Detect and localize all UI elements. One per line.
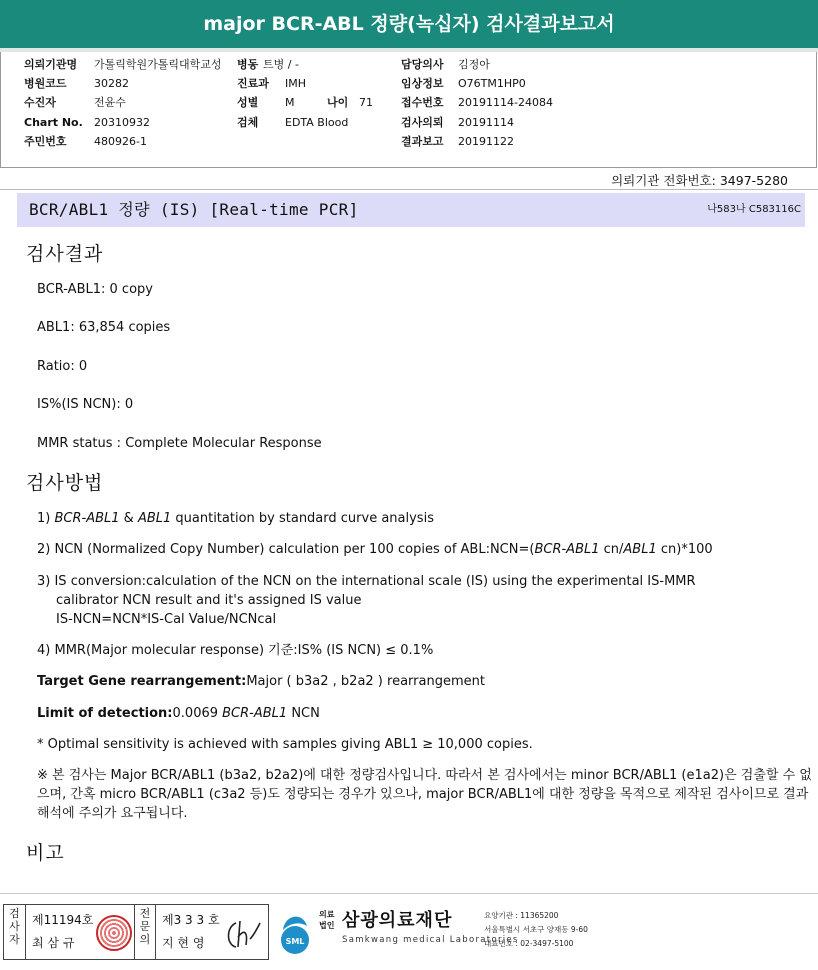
sml-logo-icon xyxy=(275,906,315,956)
examiner-name: 최 삼 규 xyxy=(32,936,75,950)
org-prefix: 의료 법인 xyxy=(319,910,335,930)
target-gene: Target Gene rearrangement:Major ( b3a2 , b2a2 ) rearrangement xyxy=(37,674,485,689)
result-line: Ratio: 0 xyxy=(37,359,88,374)
specialist-number: 제3 3 3 호 xyxy=(162,913,220,927)
info-row: 병원코드 30282 xyxy=(24,77,129,90)
divider xyxy=(0,189,818,190)
result-line: ABL1: 63,854 copies xyxy=(37,320,171,335)
limit-of-detection: Limit of detection:0.0069 BCR-ABL1 NCN xyxy=(37,706,320,721)
info-row: 검사의뢰 20191114 xyxy=(401,116,514,129)
result-line: BCR-ABL1: 0 copy xyxy=(37,282,153,297)
info-row: 담당의사 김정아 xyxy=(401,58,490,71)
info-row: 성별 M xyxy=(237,96,295,109)
info-row: 임상정보 O76TM1HP0 xyxy=(401,77,526,90)
result-line: MMR status : Complete Molecular Response xyxy=(37,436,322,451)
org-name: 삼광의료재단 xyxy=(342,910,453,931)
remarks-heading: 비고 xyxy=(26,842,65,864)
sensitivity-note: * Optimal sensitivity is achieved with samples giving ABL1 ≥ 10,000 copies. xyxy=(37,737,533,752)
info-row-age: 나이 71 xyxy=(327,96,373,109)
requester-phone: 의뢰기관 전화번호: 3497-5280 xyxy=(611,173,788,188)
test-name: BCR/ABL1 정량 (IS) [Real-time PCR] xyxy=(29,200,359,219)
test-code: 나583나 C583116C xyxy=(707,204,801,215)
info-row: 주민번호 480926-1 xyxy=(24,135,147,148)
info-row: Chart No. 20310932 xyxy=(24,116,150,129)
org-english-name: Samkwang medical Laboratories xyxy=(342,935,519,945)
examiner-number: 제11194호 xyxy=(32,913,94,927)
org-code: 요양기관 : 11365200 xyxy=(484,911,559,920)
examiner-seal xyxy=(96,915,132,951)
method-item-3: 3) IS conversion:calculation of the NCN on the international scale (IS) using the experimental IS-MMR calibrator NCN result and it's assigned IS value IS-NCN=NCN*IS-Cal Value/NCNcal xyxy=(37,574,696,627)
specialist-name: 지 현 영 xyxy=(162,936,205,950)
logo-text: SML xyxy=(285,937,305,946)
signature-icon xyxy=(222,913,262,953)
result-line: IS%(IS NCN): 0 xyxy=(37,397,134,412)
info-row: 진료과 IMH xyxy=(237,77,307,90)
method-item-4: 4) MMR(Major molecular response) 기준:IS% (IS NCN) ≤ 0.1% xyxy=(37,643,434,658)
org-tel: 대표번호 : 02-3497-5100 xyxy=(484,939,574,948)
method-item-2: 2) NCN (Normalized Copy Number) calculation per 100 copies of ABL:NCN=(BCR-ABL1 cn/ABL1 cn)*100 xyxy=(37,542,713,557)
info-row: 결과보고 20191122 xyxy=(401,135,514,148)
info-row: 접수번호 20191114-24084 xyxy=(401,96,553,109)
info-row: 수진자 전윤수 xyxy=(24,96,126,109)
specialist-label: 전문의 xyxy=(134,905,156,959)
report-title: major BCR-ABL 정량(녹십자) 검사결과보고서 xyxy=(0,0,818,52)
results-heading: 검사결과 xyxy=(26,243,104,265)
footer-divider xyxy=(0,893,818,894)
method-heading: 검사방법 xyxy=(26,472,104,494)
info-row: 검체 EDTA Blood xyxy=(237,116,349,129)
notice-text: ※ 본 검사는 Major BCR/ABL1 (b3a2, b2a2)에 대한 정량검사입니다. 따라서 본 검사에서는 minor BCR/ABL1 (e1a2)은 검출할 수 없으며, 간혹 micro BCR/ABL1 (c3a2 등)도 정량되는 경우가 있으나, major BCR/ABL1에 대한 정량을 목적으로 제작된 검사이므로 결과해석에 주의가 요구됩니다. xyxy=(37,768,812,821)
info-row: 병동 트병 / - xyxy=(237,58,299,71)
org-address: 서울특별시 서초구 양재동 9-60 xyxy=(484,925,588,934)
info-row: 의뢰기관명 가톨릭학원가톨릭대학교성 xyxy=(24,58,222,71)
method-item-1: 1) BCR-ABL1 & ABL1 quantitation by standard curve analysis xyxy=(37,511,434,526)
test-name-bar xyxy=(17,193,805,227)
examiner-label: 검사자 xyxy=(4,905,26,959)
signature-box xyxy=(3,904,269,960)
